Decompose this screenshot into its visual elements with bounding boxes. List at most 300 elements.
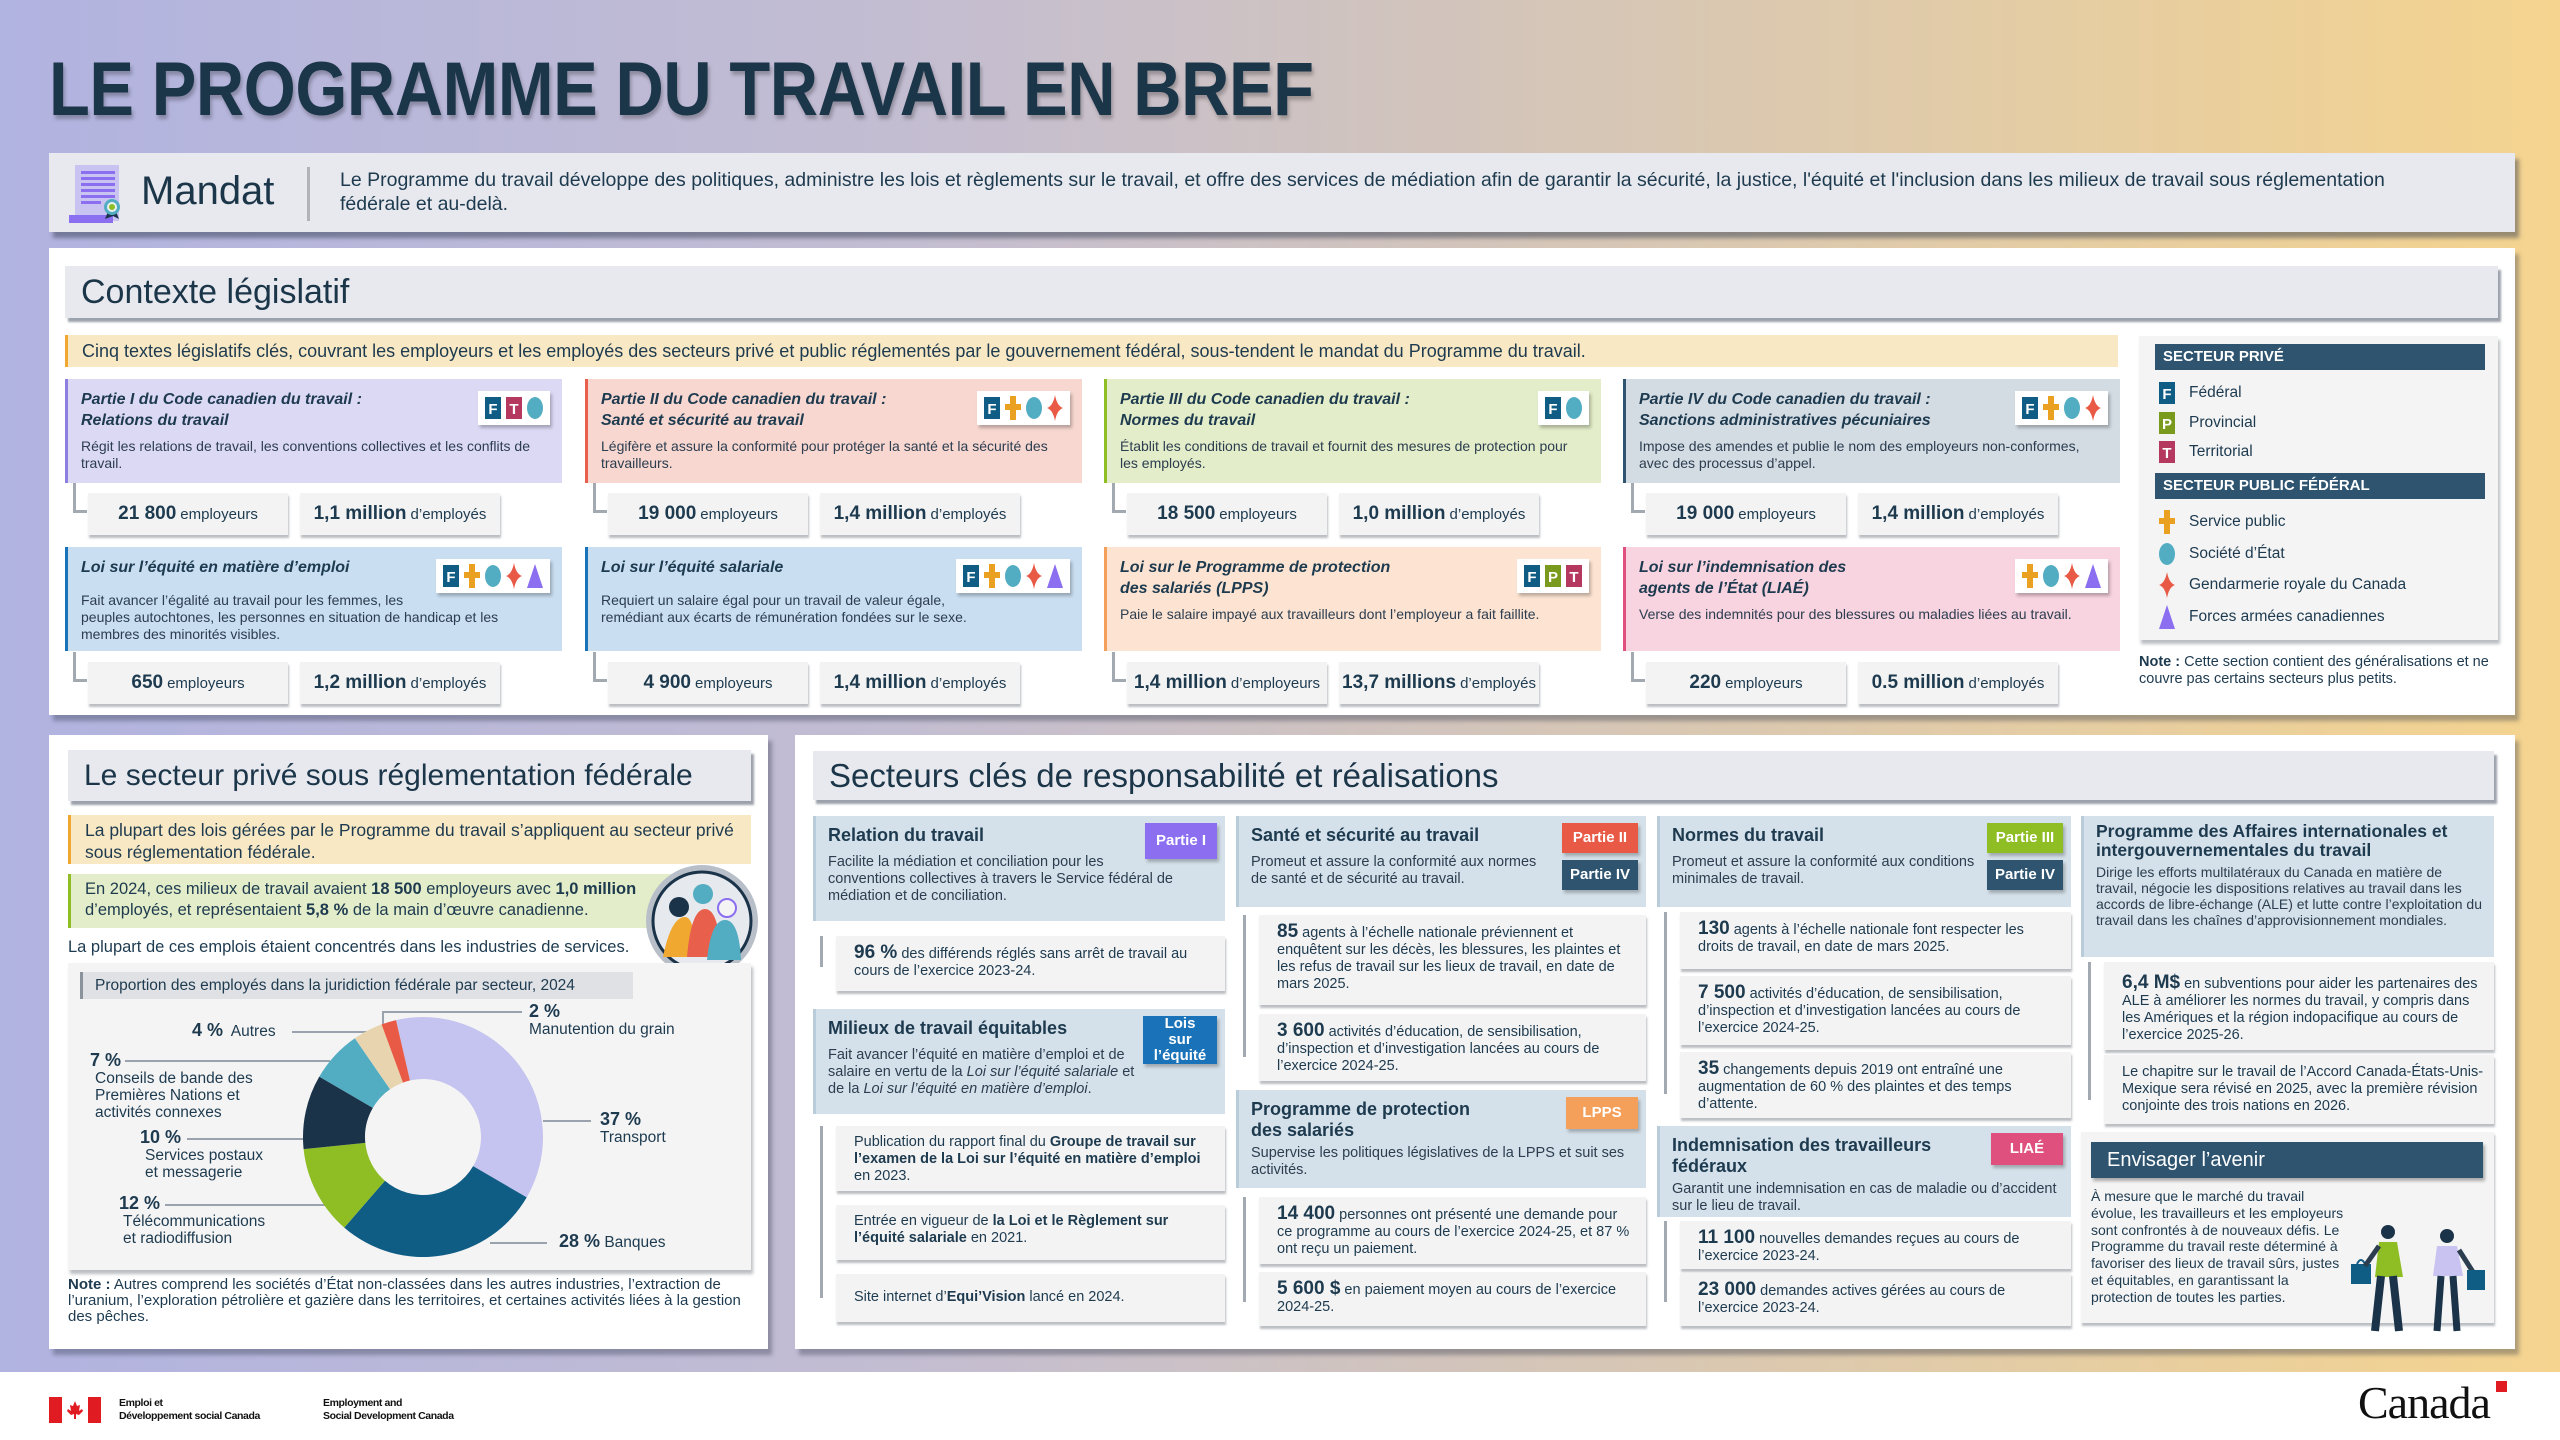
svg-text:T: T [2162, 445, 2172, 462]
future-outlook-box [2081, 1132, 2494, 1323]
svg-text:F: F [2162, 386, 2172, 403]
stat-card [1259, 915, 1646, 1005]
text: lancé en 2024. [1025, 1289, 1125, 1305]
svg-text:F: F [488, 401, 498, 418]
stat-card [1680, 976, 2071, 1045]
card-description: Dirige les efforts multilatéraux du Canada en matière de travail, négocie les dispositions relatives au travail dans les accords de libre-échange (ALE) et lutte contre l’exploitation du travail dans les chaînes d’approvisionnement mondiales. [2096, 864, 2482, 928]
category-label: Télécommunications et radiodiffusion [123, 1213, 266, 1247]
law-stats [1127, 662, 1539, 704]
stat-label: d’employés [1460, 674, 1536, 692]
stat-group [1236, 915, 1646, 1081]
territorial-icon [2158, 438, 2176, 466]
legend-header-public: SECTEUR PUBLIC FÉDÉRAL [2155, 473, 2485, 499]
employers-stat [88, 662, 288, 704]
stat-group [813, 936, 1225, 991]
card-description: Promeut et assure la conformité aux normes de santé et de sécurité au travail. [1251, 854, 1537, 887]
connector [593, 483, 607, 513]
highlight: Equi’Vision [946, 1289, 1026, 1305]
provincial-icon [2158, 409, 2176, 437]
law-stats [1646, 493, 2058, 535]
stat-label: d’employés [1449, 505, 1526, 523]
stat-number: 650 [131, 672, 164, 693]
sector-icons [2015, 559, 2108, 593]
value-label: 7 % [90, 1050, 122, 1070]
legend-item-provincial [2157, 409, 2256, 437]
law-stats [608, 493, 1020, 535]
stat-number: 1,1 million [313, 503, 407, 524]
department-name-fr [119, 1397, 260, 1423]
svg-text:F: F [1527, 569, 1537, 586]
legend-icon [2157, 508, 2177, 536]
rcmp-icon [1046, 394, 1064, 422]
badge-part-1: Partie I [1145, 823, 1217, 859]
stat-card [836, 936, 1225, 991]
law-description: Paie le salaire impayé aux travailleurs dont l’employeur a fait faillite. [1120, 606, 1540, 622]
employees-stat [1339, 662, 1539, 704]
stat-text: changements depuis 2019 ont entraîné une augmentation de 60 % des plaintes et des temps d’attente. [1698, 1062, 2012, 1112]
law-title: Partie I du Code canadien du travail : [81, 391, 362, 408]
stat-card [836, 1205, 1225, 1260]
svg-text:F: F [446, 569, 456, 586]
stat-number: 1,2 million [313, 672, 407, 693]
stat-number: 5 600 $ [1277, 1278, 1341, 1299]
text: Entrée en vigueur de [854, 1213, 993, 1229]
law-title: Loi sur l’équité en matière d’emploi [81, 559, 350, 576]
chart-title: Proportion des employés dans la juridiction fédérale par secteur, 2024 [80, 972, 633, 999]
legend-item-territorial [2157, 438, 2253, 466]
text: Social Development Canada [323, 1410, 454, 1422]
employees-stat [300, 493, 500, 535]
act-name: Loi sur l’équité en matière d’emploi [863, 1081, 1088, 1097]
stat-group [813, 1126, 1225, 1322]
rcmp-icon [2084, 394, 2102, 422]
services-line: La plupart de ces emplois étaient concentrés dans les industries de services. [68, 938, 630, 956]
law-stats [1127, 493, 1539, 535]
law-subtitle: Santé et sécurité au travail [601, 412, 804, 429]
stat-number: 13,7 millions [1342, 672, 1457, 693]
future-outlook-title: Envisager l’avenir [2091, 1142, 2483, 1178]
badge-equity-acts: Lois sur l’équité [1143, 1016, 1217, 1064]
public-service-icon [463, 562, 481, 590]
card-wage-protection [1236, 1090, 1646, 1188]
workers-walking-illustration [2343, 1224, 2493, 1334]
rcmp-icon [2063, 562, 2081, 590]
employers-stat [608, 493, 808, 535]
legend-icon [2157, 603, 2177, 631]
svg-text:T: T [1569, 569, 1579, 586]
stat-number: 19 000 [638, 503, 697, 524]
text: Emploi et [119, 1397, 163, 1409]
law-description: Verse des indemnités pour des blessures ou maladies liées au travail. [1639, 606, 2072, 622]
donut-slice-transport [396, 1017, 543, 1197]
stat-card [836, 1274, 1225, 1322]
card-description: Promeut et assure la conformité aux conditions minimales de travail. [1672, 854, 1975, 887]
stat-number: 1,4 million [1133, 672, 1227, 693]
stat-number: 85 [1277, 921, 1299, 942]
employers-stat [608, 662, 808, 704]
stat-card [2104, 962, 2494, 1050]
category-label: Transport [600, 1129, 666, 1146]
stat-card [1680, 1052, 2071, 1118]
stat-number: 19 000 [1676, 503, 1735, 524]
highlight: Groupe de travail sur l’examen de la Loi sur l’équité en matière d’emploi [854, 1134, 1201, 1167]
public-service-icon [2021, 562, 2039, 590]
crown-corp-icon [2042, 562, 2060, 590]
stat-number: 11 100 [1698, 1227, 1756, 1248]
category-label: Services postaux et messagerie [145, 1147, 264, 1181]
law-stats [88, 662, 500, 704]
text: en 2023. [854, 1168, 911, 1184]
public-service-icon [2158, 508, 2176, 536]
stat-group [1657, 912, 2071, 1118]
stat-text: Le chapitre sur le travail de l’Accord Canada-États-Unis-Mexique sera révisé en 2025, avec la première révision conjointe des trois nations en 2026. [2122, 1064, 2484, 1114]
private-sector-highlight: La plupart des lois gérées par le Programme du travail s’appliquent au secteur privé sous réglementation fédérale. [68, 815, 751, 864]
svg-text:T: T [509, 401, 519, 418]
stat-number: 1,4 million [833, 503, 927, 524]
note-text: Cette section contient des généralisations et ne couvre pas certains secteurs plus petits. [2139, 654, 2489, 687]
text: Site internet d’ [854, 1289, 947, 1305]
card-title: Relation du travail [828, 825, 985, 845]
department-name-en [323, 1397, 454, 1423]
legend-label: Provincial [2189, 414, 2257, 431]
stat-number: 18 500 [1157, 503, 1216, 524]
rcmp-icon [505, 562, 523, 590]
text: Développement social Canada [119, 1410, 260, 1422]
note-label: Note : [2139, 654, 2181, 670]
federal-icon [442, 562, 460, 590]
stat-label: employeurs [167, 674, 245, 692]
employees-stat [820, 662, 1020, 704]
note-label: Note : [68, 1276, 111, 1293]
law-description: Établit les conditions de travail et fournit des mesures de protection pour les employés. [1120, 438, 1568, 471]
stat-number: 96 % [854, 942, 898, 963]
stat-text: des différends réglés sans arrêt de travail au cours de l’exercice 2023-24. [854, 946, 1188, 979]
law-card-pay-equity [585, 547, 1082, 651]
highlight: la Loi et le Règlement sur l’équité salariale [854, 1213, 1169, 1246]
law-stats [608, 662, 1020, 704]
chart-label-transport [600, 1111, 666, 1146]
mandate-document-icon [67, 163, 135, 227]
caf-icon [2084, 562, 2102, 590]
category-label: Autres [230, 1023, 276, 1040]
law-subtitle: Normes du travail [1120, 412, 1256, 429]
card-title: Milieux de travail équitables [828, 1018, 1068, 1038]
legend-icon [2157, 438, 2177, 466]
stat-card [1259, 1197, 1646, 1264]
svg-text:P: P [1547, 569, 1559, 586]
card-description: Facilite la médiation et conciliation pour les conventions collectives à travers le Service fédéral de médiation et de conciliation. [828, 854, 1173, 904]
svg-text:F: F [987, 401, 997, 418]
stat-card [836, 1126, 1225, 1191]
card-labour-relations [813, 816, 1225, 921]
legend-label: Gendarmerie royale du Canada [2189, 576, 2407, 593]
stat-number: 1,4 million [833, 672, 927, 693]
card-title: Programme des Affaires internationales et intergouvernementales du travail [2096, 821, 2448, 860]
employers-stat [1127, 662, 1327, 704]
connector [1631, 483, 1645, 513]
law-description: Légifère et assure la conformité pour protéger la santé et la sécurité des travailleurs. [601, 438, 1048, 471]
legend-label: Société d’État [2189, 545, 2285, 562]
connector [1631, 652, 1645, 682]
badge-liae: LIAÉ [1991, 1133, 2063, 1165]
caf-icon [2158, 603, 2176, 631]
canada-flag-icon [49, 1397, 101, 1423]
legend-icon [2157, 571, 2177, 599]
svg-text:F: F [966, 569, 976, 586]
stat-text: nouvelles demandes reçues au cours de l’exercice 2023-24. [1698, 1231, 2020, 1264]
federal-icon [2158, 379, 2176, 407]
card-title: Santé et sécurité au travail [1251, 825, 1480, 845]
stat-number: 0.5 million [1871, 672, 1965, 693]
law-title: Partie II du Code canadien du travail : [601, 391, 887, 408]
connector [593, 652, 607, 682]
mandate-bar [49, 153, 2515, 232]
law-subtitle: Sanctions administratives pécuniaires [1639, 412, 1931, 429]
territorial-icon [1565, 562, 1583, 590]
stat-label: d’employés [930, 505, 1007, 523]
employees-stat [300, 662, 500, 704]
card-title: Indemnisation des travailleurs fédéraux [1672, 1135, 1932, 1176]
value-label: 4 % [192, 1020, 224, 1040]
sector-icons [977, 391, 1070, 425]
page-title: LE PROGRAMME DU TRAVAIL EN BREF [49, 47, 1314, 132]
mandate-text: Le Programme du travail développe des politiques, administre les lois et règlements sur le travail, et offre des services de médiation afin de garantir la sécurité, la justice, l'équité et l'inclusion dans les milieux de travail sous réglementation fédérale et au-delà. [340, 169, 2385, 215]
column-labour-standards [1657, 816, 2071, 1326]
law-stats [1646, 662, 2058, 704]
chart-note [68, 1277, 748, 1325]
chart-label-telecom [119, 1195, 269, 1247]
stat-text: personnes ont présenté une demande pour ce programme au cours de l’exercice 2024-25, et 87 % ont reçu un paiement. [1277, 1207, 1630, 1257]
law-card-gecа [1623, 547, 2120, 651]
svg-text:P: P [2161, 416, 2173, 433]
wordmark-flag-icon [2496, 1381, 2507, 1392]
svg-text:F: F [1548, 401, 1558, 418]
federal-icon [484, 394, 502, 422]
rcmp-icon [2158, 571, 2176, 599]
law-card-part-4 [1623, 379, 2120, 483]
law-description: Fait avancer l’égalité au travail pour les femmes, les peuples autochtones, les personnes en situation de handicap et les membres des minorités visibles. [81, 592, 499, 642]
stat-number: 1,0 million [1352, 503, 1446, 524]
stat-number: 220 [1689, 672, 1722, 693]
federal-icon [962, 562, 980, 590]
federal-icon [2021, 394, 2039, 422]
sector-icons [436, 559, 550, 593]
crown-corp-icon [2063, 394, 2081, 422]
law-card-wepp [1104, 547, 1601, 651]
card-international-affairs [2081, 816, 2494, 957]
rcmp-icon [1025, 562, 1043, 590]
public-service-icon [2042, 394, 2060, 422]
stat-label: d’employés [410, 505, 487, 523]
sector-icons [1517, 559, 1589, 593]
legislative-context-header: Contexte législatif [65, 266, 2498, 318]
card-health-safety [1236, 816, 1646, 907]
stat-card [1259, 1014, 1646, 1081]
public-service-icon [1004, 394, 1022, 422]
stat-label: employeurs [695, 674, 773, 692]
stat-card [1259, 1272, 1646, 1326]
legislative-intro-note: Cinq textes législatifs clés, couvrant les employeurs et les employés des secteurs privé et public réglementés par le gouvernement fédéral, sous-tendent le mandat du Programme du travail. [65, 335, 2118, 367]
caf-icon [1046, 562, 1064, 590]
connector [73, 652, 87, 682]
text: . [1087, 1081, 1092, 1097]
stat-label: d’employés [410, 674, 487, 692]
employees-stat [820, 493, 1020, 535]
sector-icons [478, 391, 550, 425]
future-outlook-text: À mesure que le marché du travail évolue, les travailleurs et les employeurs sont confrontés à de nouveaux défis. Le Programme du travail reste déterminé à favoriser des lieux de travail sûrs, justes et équitables, en garantissant la protection de toutes les parties. [2091, 1188, 2344, 1305]
stat-card [1680, 1221, 2071, 1269]
legend-note [2139, 654, 2509, 688]
stat-label: d’employeurs [1230, 674, 1321, 692]
crown-corp-icon [484, 562, 502, 590]
stat-label: d’employés [1968, 674, 2045, 692]
stat-group [1236, 1197, 1646, 1326]
legend-icon [2157, 379, 2177, 407]
federal-icon [1523, 562, 1541, 590]
employees-count: 1,0 million [555, 880, 637, 898]
stat-number: 1,4 million [1871, 503, 1965, 524]
card-labour-standards [1657, 816, 2071, 907]
legend-item-public-service [2157, 508, 2286, 536]
legend-label: Fédéral [2189, 384, 2242, 401]
crown-corp-icon [1565, 394, 1583, 422]
chart-label-other [192, 1022, 276, 1040]
law-stats [88, 493, 500, 535]
crown-corp-icon [1004, 562, 1022, 590]
text: Publication du rapport final du [854, 1134, 1050, 1150]
employers-count: 18 500 [371, 880, 422, 898]
stat-label: employeurs [700, 505, 778, 523]
legend-header-private: SECTEUR PRIVÉ [2155, 344, 2485, 370]
category-label: Manutention du grain [529, 1021, 675, 1038]
card-title: Programme de protection des salariés [1251, 1099, 1471, 1140]
chart-label-postal [140, 1129, 275, 1181]
chart-label-banks [559, 1233, 666, 1251]
badge-part-2: Partie II [1562, 823, 1638, 853]
stat-number: 35 [1698, 1058, 1720, 1079]
text: d’employés, et représentaient [85, 901, 307, 919]
law-title: Loi sur le Programme de protection [1120, 559, 1391, 576]
law-subtitle: Relations du travail [81, 412, 229, 429]
stat-label: d’employés [930, 674, 1007, 692]
law-card-part-2 [585, 379, 1082, 483]
text: Employment and [323, 1397, 402, 1409]
text: en 2021. [966, 1230, 1028, 1246]
connector [1112, 652, 1126, 682]
legend-label: Service public [2189, 513, 2286, 530]
law-subtitle: agents de l’État (LIAÉ) [1639, 580, 1809, 597]
stat-label: employeurs [180, 505, 258, 523]
text: employeurs avec [421, 880, 556, 898]
badge-part-3: Partie III [1987, 823, 2063, 853]
employers-stat [1646, 662, 1846, 704]
stat-number: 4 900 [643, 672, 691, 693]
employees-stat [1858, 493, 2058, 535]
act-name: Loi sur l’équité salariale [966, 1064, 1119, 1080]
column-international-affairs [2081, 816, 2494, 1323]
card-description: Supervise les politiques législatives de la LPPS et suit ses activités. [1251, 1145, 1625, 1178]
chart-label-first-nations [90, 1052, 260, 1121]
card-title: Normes du travail [1672, 825, 1825, 845]
text: Fait avancer l’équité en matière d’emploi et de salaire en vertu de la [828, 1047, 1125, 1080]
stat-text: agents à l’échelle nationale préviennent et enquêtent sur les décès, les blessures, les plaintes et les refus de travail sur les lieux de travail, en date de mars 2025. [1277, 925, 1621, 992]
divider [307, 167, 310, 221]
stat-number: 6,4 M$ [2122, 972, 2181, 993]
value-label: 12 % [119, 1193, 161, 1213]
employers-stat [1127, 493, 1327, 535]
caf-icon [526, 562, 544, 590]
legend-icon [2157, 409, 2177, 437]
legend-item-rcmp [2157, 571, 2406, 599]
badge-part-4: Partie IV [1562, 860, 1638, 890]
badge-lpps: LPPS [1566, 1097, 1638, 1129]
workforce-share: 5,8 % [306, 901, 349, 919]
card-fair-workplaces [813, 1009, 1225, 1114]
key-sectors-header: Secteurs clés de responsabilité et réalisations [813, 751, 2494, 800]
card-description: Garantit une indemnisation en cas de maladie ou d’accident sur le lieu de travail. [1672, 1181, 2057, 1214]
value-label: 28 % [559, 1231, 601, 1251]
note-text: Autres comprend les sociétés d’État non-classées dans les autres industries, l’extraction de l’uranium, l’exploration pétrolière et gazière dans les territoires, et certaines activités liées à la gestion des pêches. [68, 1276, 741, 1325]
stat-text: demandes actives gérées au cours de l’exercice 2023-24. [1698, 1283, 2006, 1316]
sector-icons [956, 559, 1070, 593]
stat-label: d’employés [1968, 505, 2045, 523]
text: En 2024, ces milieux de travail avaient [85, 880, 372, 898]
legend-item-caf [2157, 603, 2385, 631]
law-card-part-3 [1104, 379, 1601, 483]
stat-text: activités d’éducation, de sensibilisation, d’inspection et d’investigation lancées au cours de l’exercice 2024-25. [1277, 1024, 1600, 1074]
stat-number: 23 000 [1698, 1279, 1757, 1300]
stat-group [2081, 962, 2494, 1124]
crown-corp-icon [2158, 540, 2176, 568]
category-label: Conseils de bande des Premières Nations et activités connexes [95, 1070, 253, 1121]
legend-item-federal [2157, 379, 2242, 407]
chart-label-grain [529, 1003, 675, 1038]
sector-icons [2015, 391, 2108, 425]
stat-text: agents à l’échelle nationale font respecter les droits de travail, en date de mars 2025. [1698, 922, 2024, 955]
legend-item-crown-corp [2157, 540, 2285, 568]
law-card-employment-equity [65, 547, 562, 651]
stat-card [2104, 1055, 2494, 1124]
law-title: Loi sur l’indemnisation des [1639, 559, 1847, 576]
connector [73, 483, 87, 513]
law-title: Partie III du Code canadien du travail : [1120, 391, 1410, 408]
connector [1112, 483, 1126, 513]
private-sector-header: Le secteur privé sous réglementation fédérale [68, 750, 751, 801]
text: et de la [828, 1064, 1135, 1097]
employers-stat [1646, 493, 1846, 535]
stat-label: employeurs [1219, 505, 1297, 523]
law-description: Impose des amendes et publie le nom des employeurs non-conformes, avec des processus d’appel. [1639, 438, 2080, 471]
stat-card [1680, 912, 2071, 969]
law-description: Requiert un salaire égal pour un travail de valeur égale, remédiant aux écarts de rémunération fondées sur le sexe. [601, 592, 967, 625]
law-card-part-1 [65, 379, 562, 483]
stat-number: 14 400 [1277, 1203, 1336, 1224]
federal-icon [983, 394, 1001, 422]
stat-group [1657, 1221, 2071, 1326]
private-sector-stats [68, 874, 688, 928]
stat-text: en subventions pour aider les partenaires des ALE à améliorer les normes du travail, y compris dans les Amériques et la région indopacifique au cours de l’exercice 2025-26. [2122, 976, 2478, 1043]
column-labour-relations [813, 816, 1225, 1322]
legend-icon [2157, 540, 2177, 568]
stat-number: 7 500 [1698, 982, 1746, 1003]
crown-corp-icon [1025, 394, 1043, 422]
stat-number: 130 [1698, 918, 1730, 939]
mandate-label: Mandat [141, 169, 275, 213]
canada-wordmark: Canada [2358, 1377, 2490, 1428]
stat-number: 3 600 [1277, 1020, 1325, 1041]
stat-number: 21 800 [118, 503, 177, 524]
law-description: Régit les relations de travail, les conventions collectives et les conflits de travail. [81, 438, 530, 471]
